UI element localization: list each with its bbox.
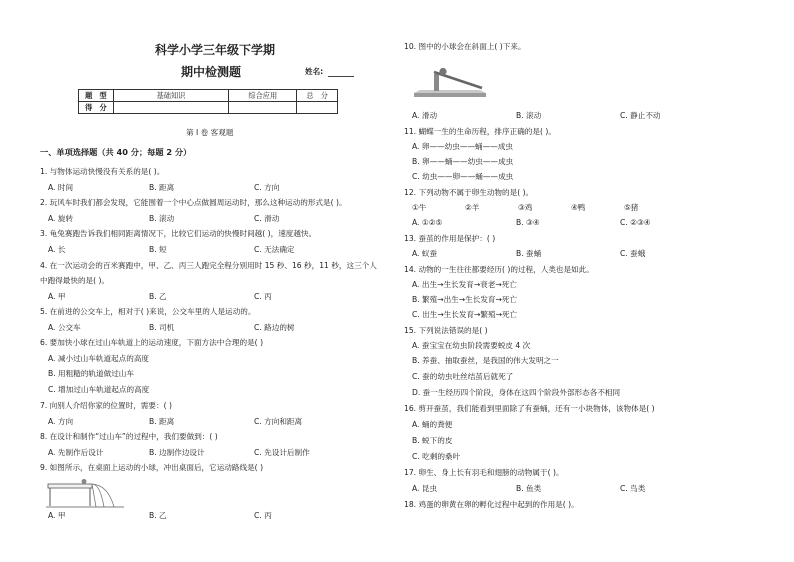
- option-a[interactable]: A. 甲: [48, 511, 66, 520]
- option-c[interactable]: C. 方向和距离: [254, 417, 303, 426]
- option-a[interactable]: A. 蚁蚕: [412, 249, 438, 258]
- question-text: 9. 如图所示，在桌面上运动的小球，冲出桌面后，它运动路线是( ): [40, 463, 264, 472]
- option-a[interactable]: A. 卵——幼虫——蛹——成虫: [412, 142, 514, 151]
- question-text: 13. 蚕茧的作用是保护：( ): [404, 234, 496, 243]
- option-c[interactable]: C. 蚕的幼虫吐丝结茧后就死了: [412, 372, 514, 381]
- option-a[interactable]: A. 出生→生长发育→衰老→死亡: [412, 280, 517, 289]
- score-input-total[interactable]: [297, 102, 338, 114]
- option-c[interactable]: C. 路边的树: [254, 323, 295, 332]
- option-b[interactable]: B. 蚕蛹: [516, 249, 542, 258]
- animal-item: ②羊: [465, 203, 480, 212]
- option-c[interactable]: C. 吃剩的桑叶: [412, 452, 461, 461]
- option-b[interactable]: B. 司机: [149, 323, 175, 332]
- option-a[interactable]: A. 滑动: [412, 111, 438, 120]
- option-b[interactable]: B. 用粗糙的轨道做过山车: [48, 369, 134, 378]
- score-input-basic[interactable]: [113, 102, 228, 114]
- base-top-shape: [414, 90, 486, 93]
- option-c[interactable]: C. 出生→生长发育→繁殖→死亡: [412, 310, 518, 319]
- score-input-applied[interactable]: [229, 102, 297, 114]
- option-a[interactable]: A. 昆虫: [412, 484, 438, 493]
- score-table-cell: 题 型: [79, 90, 114, 102]
- option-a[interactable]: A. 方向: [48, 417, 74, 426]
- tabletop-shape: [48, 484, 92, 488]
- question-text: 6. 要加快小球在过山车轨道上的运动速度，下面方法中合理的是( ): [40, 338, 264, 347]
- option-b[interactable]: B. 卵——蛹——幼虫——成虫: [412, 157, 514, 166]
- support-block-shape: [434, 74, 439, 91]
- question-text: 4. 在一次运动会的百米赛跑中，甲、乙、丙三人跑完全程分别用时 15 秒、16 秒，11 秒，这三个人: [40, 261, 377, 270]
- slope-ball-figure: [410, 60, 490, 100]
- page-subtitle: 期中检测题: [181, 65, 242, 79]
- option-c[interactable]: C. 鸟类: [620, 484, 646, 493]
- section-heading: 第 I 卷 客观题: [186, 128, 234, 137]
- score-table-cell: 基础知识: [113, 90, 228, 102]
- option-b[interactable]: B. 蜕下的皮: [412, 436, 453, 445]
- name-label: 姓名:: [305, 67, 324, 76]
- option-c[interactable]: C. ②③④: [620, 218, 651, 227]
- question-text: 12. 下列动物不属于卵生动物的是( )。: [404, 188, 534, 197]
- name-underline: [328, 76, 354, 77]
- question-text: 17. 卵生、身上长有羽毛和翅膀的动物属于( )。: [404, 468, 564, 477]
- option-a[interactable]: A. 长: [48, 245, 66, 254]
- score-table-cell: 得 分: [79, 102, 114, 114]
- score-table-header-row: [79, 90, 338, 102]
- option-c[interactable]: C. 先设计后制作: [254, 448, 310, 457]
- option-c[interactable]: C. 蚕蛾: [620, 249, 646, 258]
- score-table: [78, 89, 338, 114]
- score-table-score-row: [79, 102, 338, 114]
- option-c[interactable]: C. 方向: [254, 183, 280, 192]
- option-c[interactable]: C. 增加过山车轨道起点的高度: [48, 385, 150, 394]
- option-b[interactable]: B. 鱼类: [516, 484, 542, 493]
- option-c[interactable]: C. 无法确定: [254, 245, 295, 254]
- page-title: 科学小学三年级下学期: [155, 43, 276, 57]
- option-c[interactable]: C. 滑动: [254, 214, 280, 223]
- question-text: 11. 蝴蝶一生的生命历程，排序正确的是( )。: [404, 127, 556, 136]
- base-board-shape: [414, 93, 486, 97]
- question-text: 5. 在前进的公交车上，相对于( )来说，公交车里的人是运动的。: [40, 307, 256, 316]
- question-text: 1. 与物体运动快慢没有关系的是( )。: [40, 167, 165, 176]
- option-b[interactable]: B. 滚动: [516, 111, 542, 120]
- question-text: 3. 龟兔赛跑告诉我们相同距离情况下，比较它们运动的快慢时间越( )，速度越快。: [40, 229, 317, 238]
- option-c[interactable]: C. 丙: [254, 292, 272, 301]
- animal-item: ⑤猪: [624, 203, 639, 212]
- option-c[interactable]: C. 静止不动: [620, 111, 661, 120]
- option-b[interactable]: B. 乙: [149, 511, 167, 520]
- option-b[interactable]: B. 乙: [149, 292, 167, 301]
- animal-item: ③鸡: [518, 203, 533, 212]
- part-heading: 一、单项选择题（共 40 分；每题 2 分）: [40, 147, 192, 157]
- option-b[interactable]: B. 距离: [149, 183, 175, 192]
- animal-item: ④鸭: [571, 203, 586, 212]
- option-b[interactable]: B. 滚动: [149, 214, 175, 223]
- option-b[interactable]: B. 繁殖→出生→生长发育→死亡: [412, 295, 518, 304]
- option-a[interactable]: A. 减小过山车轨道起点的高度: [48, 354, 150, 363]
- question-text-continued: 中跑得最快的是( )。: [40, 276, 110, 285]
- ball-shape: [439, 68, 446, 75]
- ball-shape: [82, 479, 87, 484]
- option-b[interactable]: B. ③④: [516, 218, 540, 227]
- option-a[interactable]: A. 先制作后设计: [48, 448, 104, 457]
- option-b[interactable]: B. 短: [149, 245, 167, 254]
- option-c[interactable]: C. 幼虫——卵——蛹——成虫: [412, 172, 514, 181]
- option-b[interactable]: B. 边制作边设计: [149, 448, 205, 457]
- question-text: 2. 玩风车时我们都会发现，它能围着一个中心点做圆周运动时，那么这种运动的形式是( )。: [40, 198, 347, 207]
- table-ball-figure: [46, 476, 126, 510]
- question-text: 16. 剪开蚕茧，我们能看到里面除了有蚕蛹，还有一小块物体，该物体是( ): [404, 404, 655, 413]
- question-text: 8. 在设计和制作“过山车”的过程中，我们要做到：( ): [40, 432, 218, 441]
- score-table-cell: 综合应用: [229, 90, 297, 102]
- option-a[interactable]: A. 公交车: [48, 323, 81, 332]
- option-a[interactable]: A. 甲: [48, 292, 66, 301]
- question-text: 14. 动物的一生往往都要经历( )的过程，人类也是如此。: [404, 265, 594, 274]
- score-table-cell: 总 分: [297, 90, 338, 102]
- option-a[interactable]: A. 旋转: [48, 214, 74, 223]
- option-a[interactable]: A. 时间: [48, 183, 74, 192]
- option-a[interactable]: A. 蛹的粪便: [412, 420, 453, 429]
- question-text: 18. 鸡蛋的卵黄在卵的孵化过程中起到的作用是( )。: [404, 500, 579, 509]
- question-text: 7. 向别人介绍你家的位置时，需要：( ): [40, 401, 172, 410]
- option-a[interactable]: A. 蚕宝宝在幼虫阶段需要蜕皮 4 次: [412, 341, 531, 350]
- trajectory-line: [92, 484, 96, 507]
- question-text: 15. 下列说法错误的是( ): [404, 326, 488, 335]
- option-b[interactable]: B. 距离: [149, 417, 175, 426]
- option-b[interactable]: B. 养蚕、抽取蚕丝，是我国的伟大发明之一: [412, 356, 559, 365]
- option-c[interactable]: C. 丙: [254, 511, 272, 520]
- animal-item: ①牛: [412, 203, 427, 212]
- option-a[interactable]: A. ①②⑤: [412, 218, 443, 227]
- question-text: 10. 图中的小球会在斜面上( )下来。: [404, 42, 526, 51]
- option-d[interactable]: D. 蚕一生经历四个阶段，身体在这四个阶段外部形态各不相同: [412, 388, 621, 397]
